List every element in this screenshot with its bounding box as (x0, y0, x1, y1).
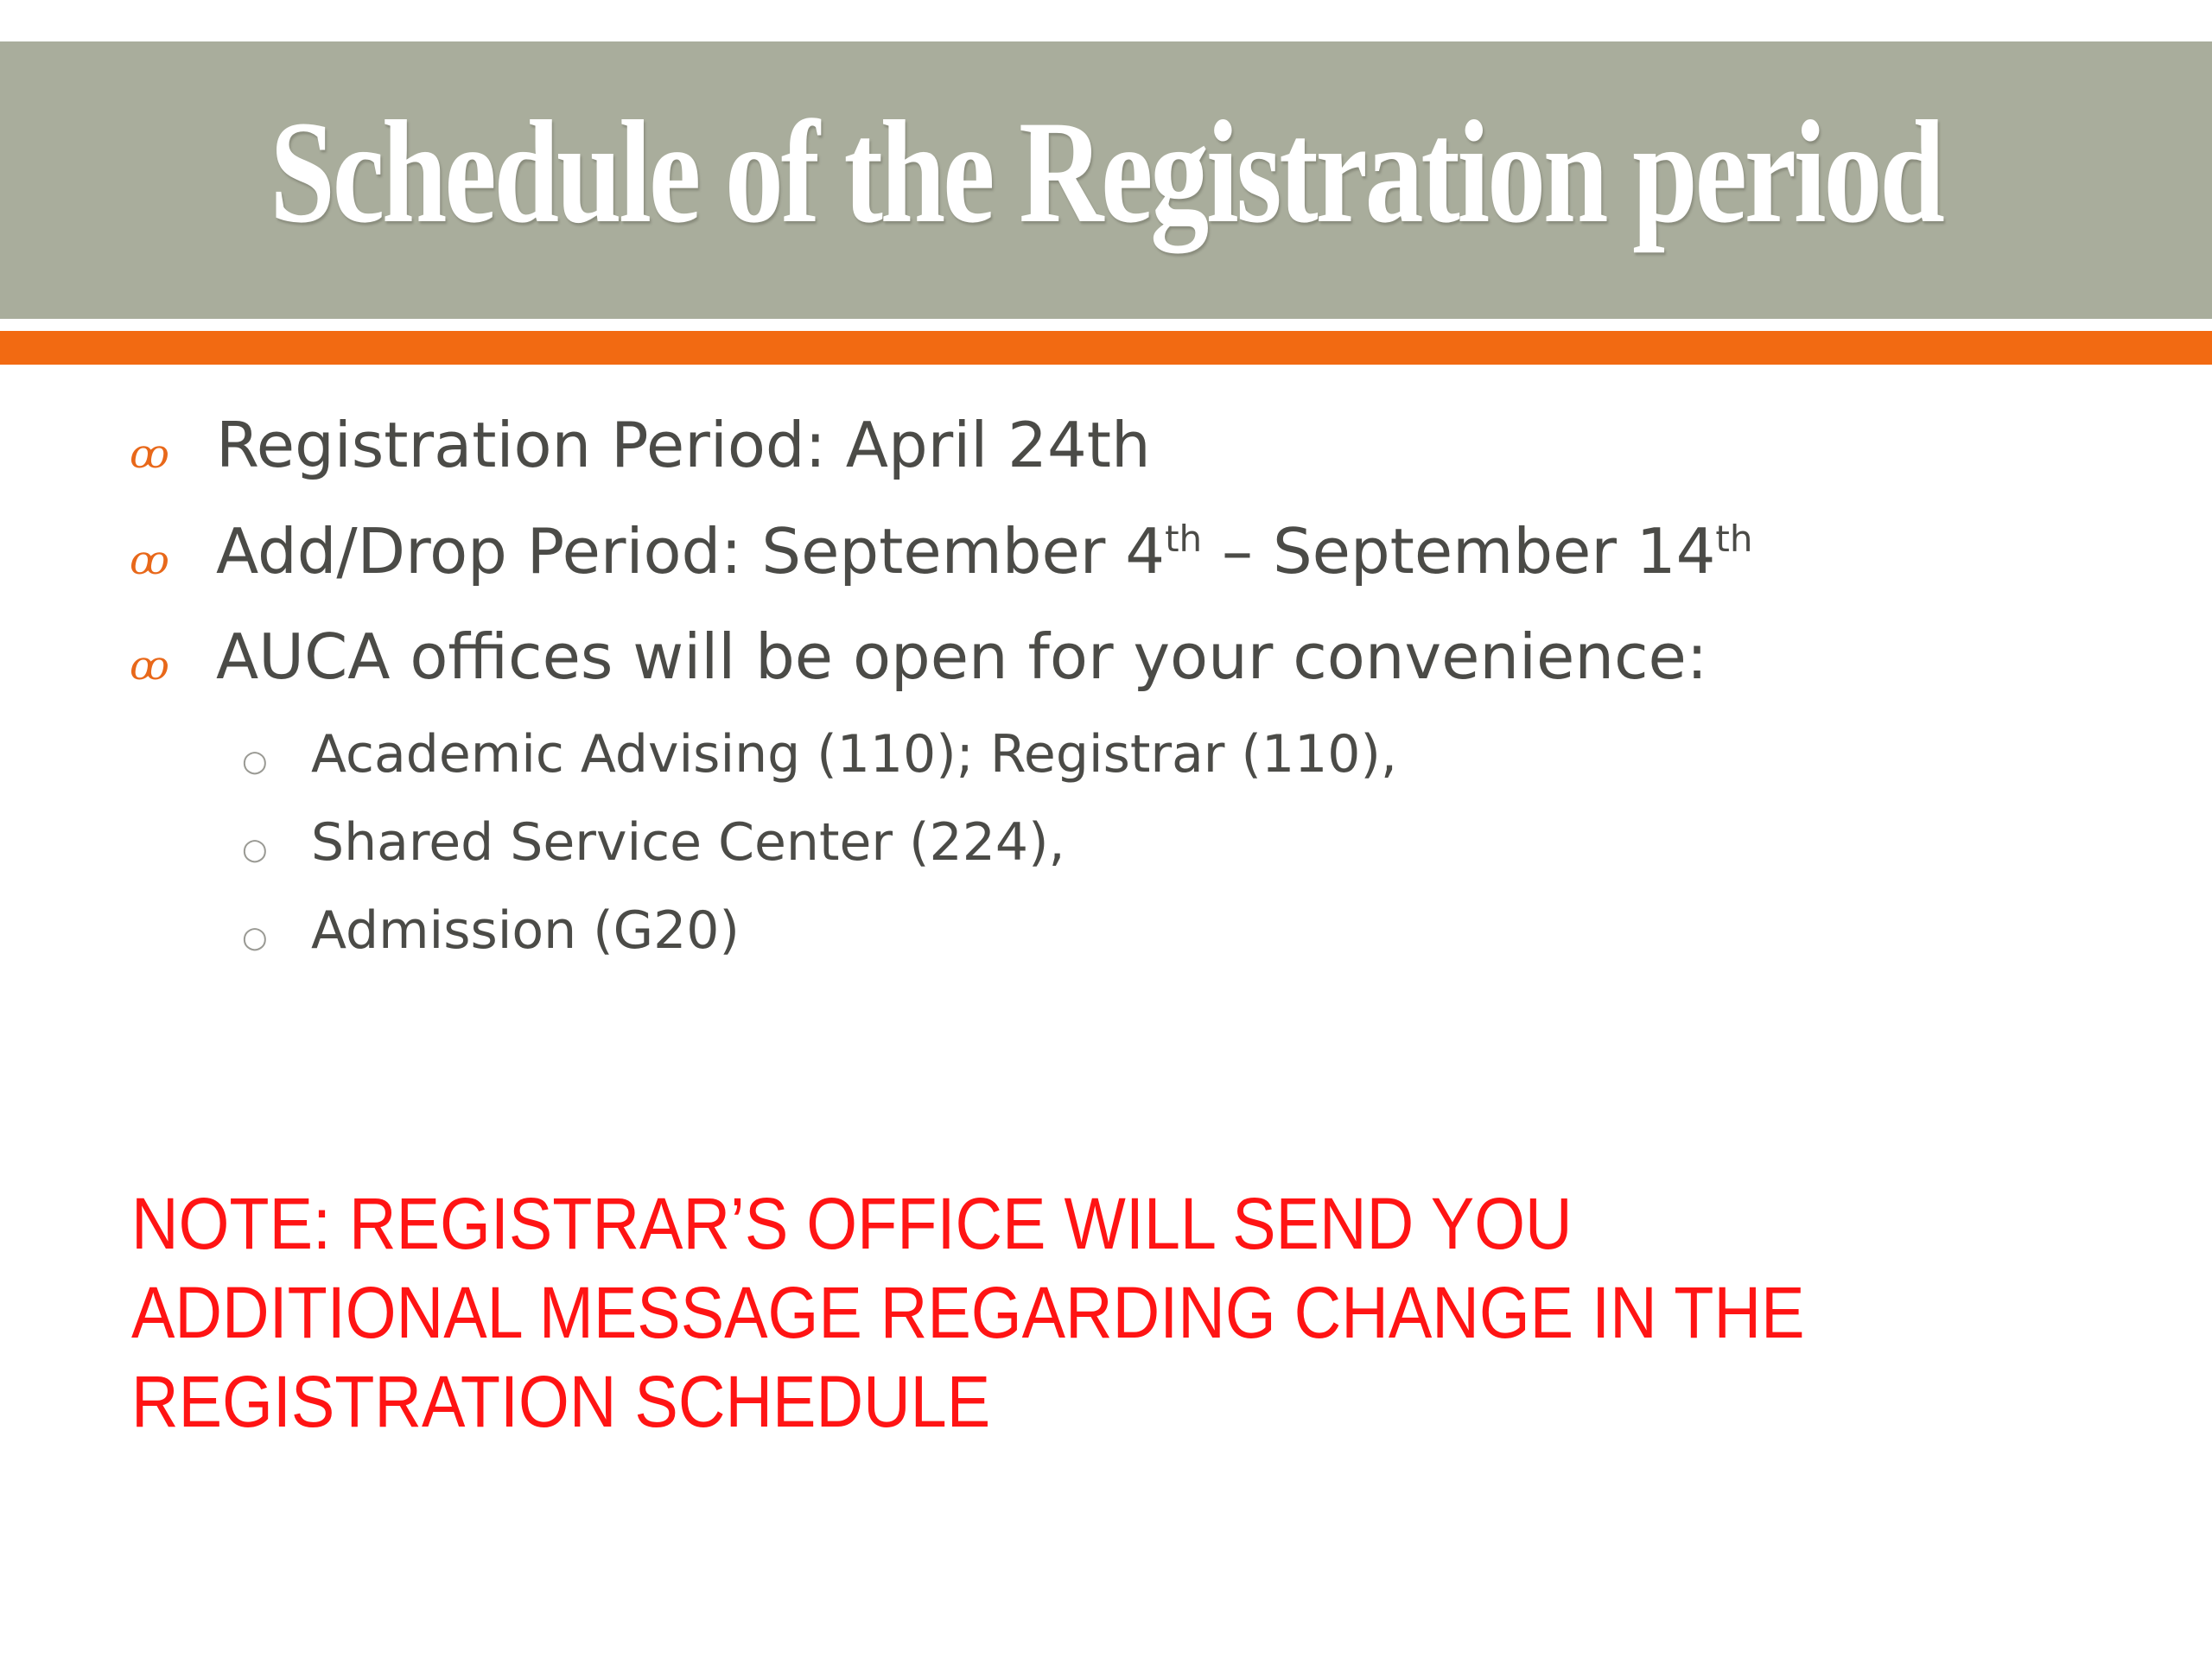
add-drop-sup2: th (1715, 518, 1753, 560)
sub-bullet-text: Shared Service Center (224), (311, 812, 1065, 873)
add-drop-sup1: th (1165, 518, 1203, 560)
ornamental-bullet-icon: ꝏ (130, 642, 169, 689)
sub-bullet-text: Admission (G20) (311, 900, 740, 961)
bullet-registration-period (130, 402, 1151, 488)
title-band (0, 41, 2212, 319)
bullet-text: Registration Period: April 24th (216, 409, 1151, 481)
bullet-text (216, 515, 1753, 588)
ornamental-bullet-icon: ꝏ (130, 430, 169, 477)
accent-bar (0, 331, 2212, 365)
add-drop-part1: Add/Drop Period: September 4 (216, 515, 1166, 588)
bullet-text: AUCA offices will be open for your convenience: (216, 620, 1708, 693)
add-drop-part2: – September 14 (1202, 515, 1716, 588)
sub-bullet-admission (242, 896, 740, 965)
hollow-circle-icon: ○ (242, 920, 268, 955)
ornamental-bullet-icon: ꝏ (130, 537, 169, 583)
bullet-add-drop-period (130, 508, 1753, 594)
registrar-note: NOTE: REGISTRAR’S OFFICE WILL SEND YOU ADDITIONAL MESSAGE REGARDING CHANGE IN THE REGISTRATION SCHEDULE (131, 1183, 1805, 1442)
hollow-circle-icon: ○ (242, 744, 268, 779)
sub-bullet-academic-advising (242, 720, 1397, 789)
hollow-circle-icon: ○ (242, 832, 268, 867)
bullet-offices-open (130, 613, 1707, 700)
sub-bullet-text: Academic Advising (110); Registrar (110), (311, 724, 1397, 785)
sub-bullet-shared-service-center (242, 808, 1065, 877)
slide-title: Schedule of the Registration period (270, 91, 1942, 253)
